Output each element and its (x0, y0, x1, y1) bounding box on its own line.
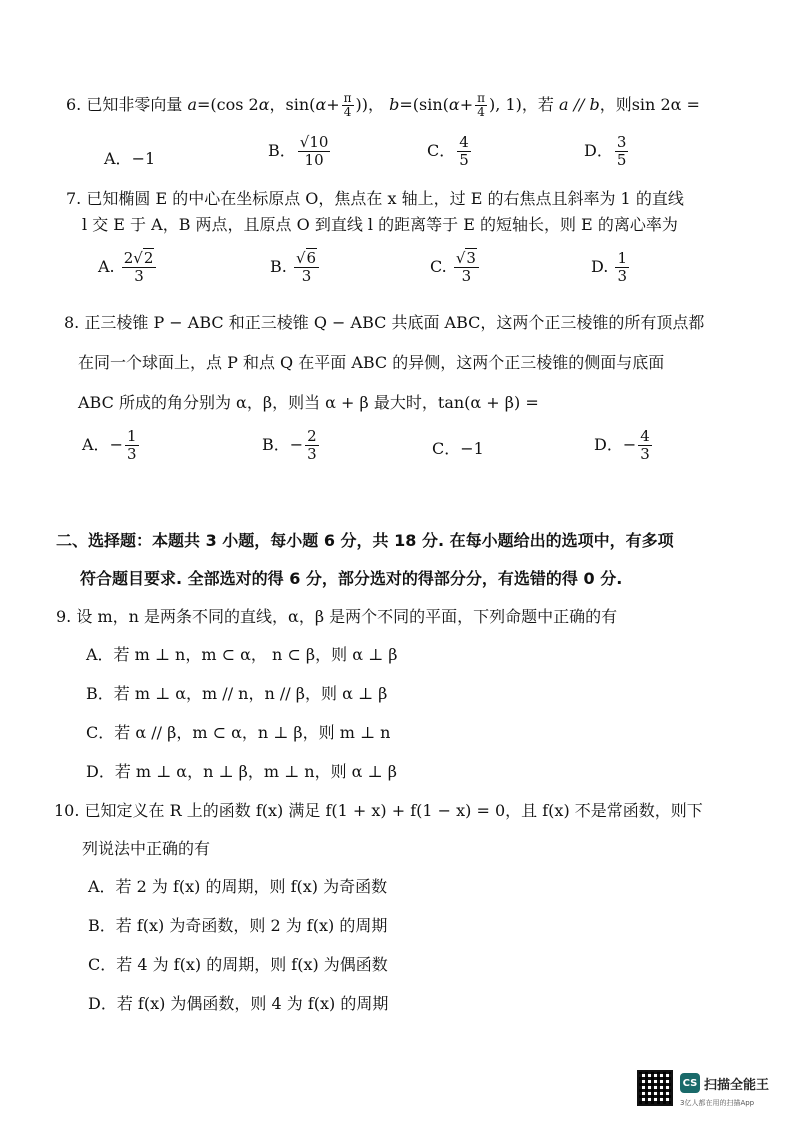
qr-code-icon (637, 1070, 673, 1106)
section-2-heading-line2: 符合题目要求. 全部选对的得 6 分，部分选对的得部分分，有选错的得 0 分. (80, 569, 623, 588)
question-8-stem-line1: 8. 正三棱锥 P − ABC 和正三棱锥 Q − ABC 共底面 ABC，这两个正三棱锥的所有顶点都 (64, 313, 705, 332)
q9-option-a[interactable]: A．若 m ⊥ n，m ⊂ α， n ⊂ β，则 α ⊥ β (86, 645, 398, 664)
q7-option-b[interactable]: B. $\frac{√6}{3}$ (270, 250, 321, 285)
q6-option-b[interactable]: B． $\frac{√10}{10}$ (268, 133, 329, 169)
question-7-stem-line2: l 交 E 于 A，B 两点，且原点 O 到直线 l 的距离等于 E 的短轴长，则 E 的离心率为 (82, 215, 678, 234)
question-7-stem-line1: 7. 已知椭圆 E 的中心在坐标原点 O，焦点在 x 轴上，过 E 的右焦点且斜率为 1 的直线 (66, 189, 684, 208)
question-8-stem-line3: ABC 所成的角分别为 α，β，则当 α + β 最大时，tan(α + β) = (78, 393, 539, 412)
question-8-stem-line2: 在同一个球面上，点 P 和点 Q 在平面 ABC 的异侧，这两个正三棱锥的侧面与底面 (78, 353, 665, 372)
question-6-stem: 6. 已知非零向量 a=(cos 2α，sin(α+ $\frac{\pi}{4}$ ))， b=(sin(α+ $\frac{\pi}{4}$ ), 1)，若 a // b，则sin 2α = (66, 91, 700, 119)
q6-option-a[interactable]: A．−1 (104, 149, 156, 168)
q9-option-b[interactable]: B．若 m ⊥ α，m // n，n // β，则 α ⊥ β (86, 684, 388, 703)
q6-option-d[interactable]: D． $\frac{3}{5}$ (584, 133, 627, 169)
q10-option-a[interactable]: A．若 2 为 f(x) 的周期，则 f(x) 为奇函数 (88, 877, 388, 896)
camscanner-logo-icon: CS (680, 1073, 700, 1093)
q7-option-d[interactable]: D. $\frac{1}{3}$ (591, 249, 627, 285)
scanner-app-name: 扫描全能王 (704, 1078, 770, 1093)
question-10-stem-line1: 10. 已知定义在 R 上的函数 f(x) 满足 f(1 + x) + f(1 − x) = 0，且 f(x) 不是常函数，则下 (54, 801, 703, 820)
q10-option-b[interactable]: B．若 f(x) 为奇函数，则 2 为 f(x) 的周期 (88, 916, 388, 935)
q10-option-c[interactable]: C．若 4 为 f(x) 的周期，则 f(x) 为偶函数 (88, 955, 388, 974)
q7-option-a[interactable]: A. $\frac{2√2}{3}$ (98, 250, 158, 285)
q8-option-d[interactable]: D．− $\frac{4}{3}$ (594, 427, 650, 463)
q9-option-d[interactable]: D．若 m ⊥ α，n ⊥ β，m ⊥ n，则 α ⊥ β (86, 762, 397, 781)
q7-option-c[interactable]: C. $\frac{√3}{3}$ (430, 250, 481, 285)
scanner-app-slogan: 3亿人都在用的扫描App (680, 1099, 755, 1107)
pi-over-4: $\frac{\pi}{4}$ (343, 91, 352, 119)
q10-option-d[interactable]: D．若 f(x) 为偶函数，则 4 为 f(x) 的周期 (88, 994, 389, 1013)
q9-option-c[interactable]: C．若 α // β，m ⊂ α，n ⊥ β，则 m ⊥ n (86, 723, 391, 742)
q6-option-c[interactable]: C． $\frac{4}{5}$ (427, 133, 469, 169)
q8-option-b[interactable]: B．− $\frac{2}{3}$ (262, 427, 317, 463)
q8-option-a[interactable]: A．− $\frac{1}{3}$ (82, 427, 137, 463)
q8-option-c[interactable]: C．−1 (432, 439, 484, 458)
pi-over-4: $\frac{\pi}{4}$ (477, 91, 486, 119)
question-10-stem-line2: 列说法中正确的有 (82, 839, 211, 858)
section-2-heading-line1: 二、选择题：本题共 3 小题，每小题 6 分，共 18 分. 在每小题给出的选项中，有多项 (56, 531, 674, 550)
question-9-stem: 9. 设 m，n 是两条不同的直线，α，β 是两个不同的平面，下列命题中正确的有 (56, 607, 618, 626)
